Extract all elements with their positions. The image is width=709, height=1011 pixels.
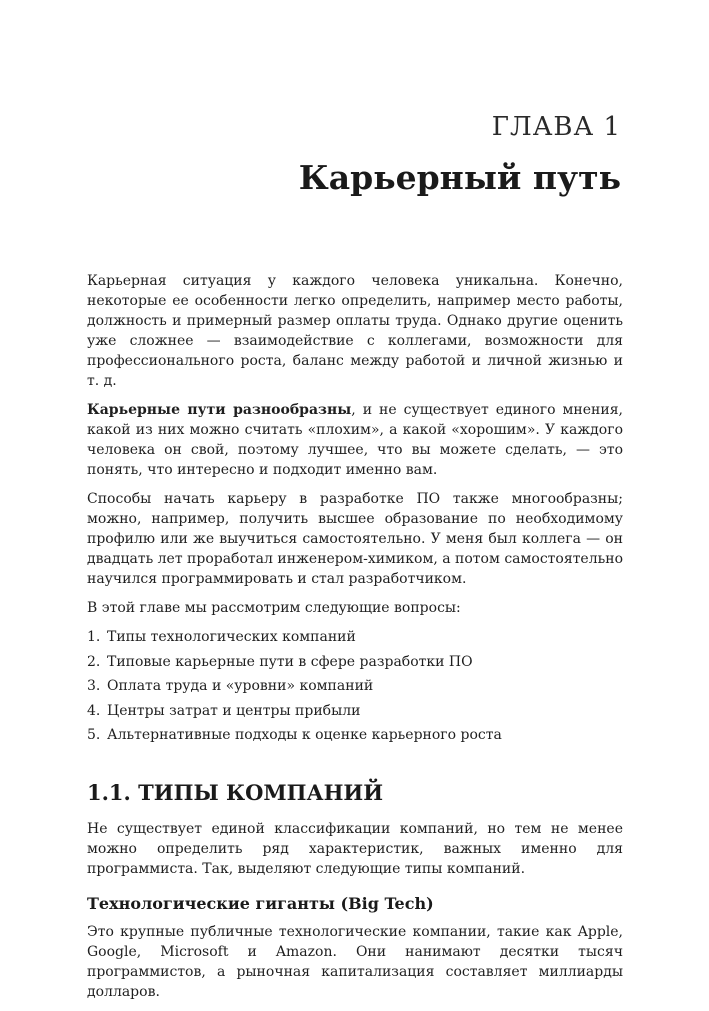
- section-paragraph-1: Не существует единой классификации компаний, но тем не менее можно определить ряд характеристик, важных именно для программиста. Так, выделяют следующие типы компаний.: [87, 820, 623, 877]
- list-item: [87, 701, 623, 726]
- list-item-number: 5.: [87, 727, 101, 743]
- intro-paragraph-2-rest: , и не существует единого мнения, какой из них можно считать «плохим», а какой «хорошим». У каждого человека он свой, поэтому лучшее, что вы можете сделать, — это понять, что интересно и подходит именно вам.: [87, 402, 623, 478]
- list-item: [87, 676, 623, 701]
- chapter-title: Карьерный путь: [298, 158, 621, 197]
- intro-paragraph-1: Карьерная ситуация у каждого человека уникальна. Конечно, некоторые ее особенности легко определить, например место работы, должность и примерный размер оплаты труда. Однако другие оценить уже сложнее — взаимодействие с коллегами, возможности для профессионального роста, баланс между работой и личной жизнью и т. д.: [87, 273, 623, 389]
- section-heading: 1.1. ТИПЫ КОМПАНИЙ: [87, 779, 384, 805]
- list-item-number: 2.: [87, 653, 101, 670]
- list-item-text: Альтернативные подходы к оценке карьерного роста: [107, 727, 502, 743]
- subsection-heading: Технологические гиганты (Big Tech): [87, 893, 434, 913]
- list-item: [87, 627, 623, 652]
- intro-paragraph-2-bold: Карьерные пути разнообразны: [87, 402, 352, 418]
- subsection-paragraph-1: Это крупные публичные технологические компании, такие как Apple, Google, Microsoft и Amazon. Они нанимают десятки тысяч программистов, а рыночная капитализация составляет миллиарды долларов.: [87, 923, 623, 1000]
- list-item: [87, 725, 623, 750]
- list-item-text: Типы технологических компаний: [107, 629, 356, 645]
- intro-paragraph-4: В этой главе мы рассмотрим следующие вопросы:: [87, 600, 461, 616]
- body-text: [87, 271, 623, 1011]
- list-item-number: 3.: [87, 678, 101, 694]
- list-item-text: Центры затрат и центры прибыли: [107, 702, 361, 719]
- chapter-label: ГЛАВА 1: [491, 112, 621, 142]
- list-item-text: Типовые карьерные пути в сфере разработки ПО: [107, 653, 473, 670]
- intro-paragraph-2: [87, 400, 623, 480]
- list-item-text: Оплата труда и «уровни» компаний: [107, 678, 374, 694]
- list-item-number: 4.: [87, 702, 101, 719]
- topics-list: [87, 627, 623, 750]
- intro-paragraph-3: Способы начать карьеру в разработке ПО также многообразны; можно, например, получить высшее образование по необходимому профилю или же выучиться самостоятельно. У меня был коллега — он двадцать лет проработал инженером-химиком, а потом самостоятельно научился программировать и стал разработчиком.: [87, 491, 623, 587]
- list-item: [87, 652, 623, 677]
- list-item-number: 1.: [87, 629, 101, 645]
